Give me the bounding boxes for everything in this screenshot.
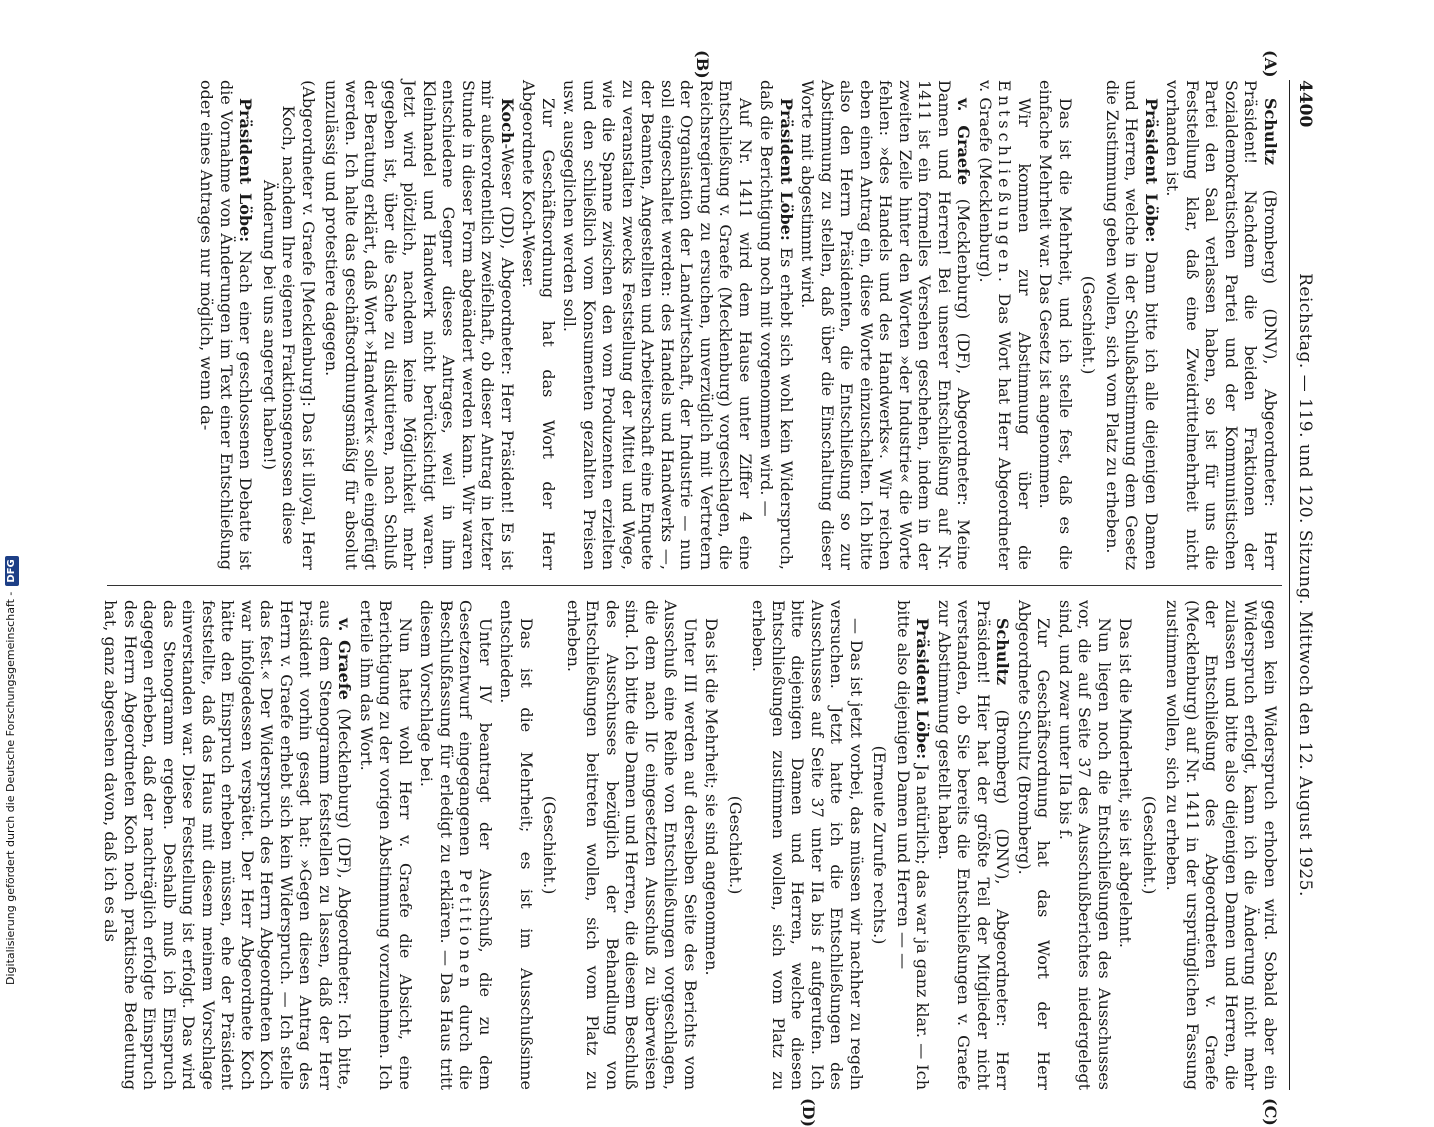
paragraph	[101, 600, 355, 1090]
speaker-name: Präsident Löbe:	[913, 618, 933, 760]
paragraph: Zur Geschäftsordnung hat das Wort der Herr Abgeordnete Koch-Weser.	[519, 80, 558, 570]
spaced-term: Petitionen	[456, 869, 476, 992]
digitization-footer	[2, 0, 24, 1000]
paragraph: Nun liegen noch die Entschließungen des Ausschusses vor, die auf Seite 37 des Ausschußberichtes niedergelegt sind, und zwar unter IIa bis f.	[1056, 600, 1114, 1090]
paragraph: gegen kein Widerspruch erhoben wird. Sobald aber ein Widerspruch erfolgt, kann ich die Änderung nicht mehr zulassen und bitte also diejenigen Damen und Herren, die der Entschließung des Abgeordneten v. Graefe (Mecklenburg) auf Nr. 1411 in der ursprünglichen Fassung zustimmen wollen, sich zu erheben.	[1163, 600, 1280, 1090]
paragraph-text: Dann bitte ich alle diejenigen Damen und Herren, welche in der Schlußabstimmung dem Gesetz die Zustimmung geben wollen, sich vom Platz zu erheben.	[1103, 80, 1161, 570]
paragraph	[322, 80, 517, 570]
stage-note: (Erneute Zurufe rechts.)	[870, 745, 890, 945]
stage-note: (Geschieht.)	[1079, 275, 1099, 375]
speaker-name: v. Graefe	[954, 98, 974, 186]
stage-note: (Geschieht.)	[726, 795, 745, 895]
speaker-name: Präsident Löbe:	[1142, 98, 1161, 243]
paragraph: Das ist die Mehrheit; sie sind angenommen.	[702, 618, 722, 976]
margin-letter-b: (B)	[693, 50, 712, 79]
paragraph	[798, 80, 974, 570]
paragraph-text: (Bromberg) (DNV), Abgeordneter: Herr Präsident! Nachdem die beiden Fraktionen der Sozialdemokratischen Partei und der Kommunistischen Partei den Saal verlassen haben, so ist für uns die Feststellung klar, daß eine Zweidrittelmehrheit nicht vorhanden ist.	[1163, 80, 1280, 570]
stage-note: (Geschieht.)	[1140, 795, 1159, 895]
speaker-name: Koch	[498, 98, 517, 144]
paragraph-text: Das Wort hat Herr Abgeordneter v. Graefe (Mecklenburg).	[976, 80, 1015, 570]
paragraph: Das ist die Mehrheit; es ist im Ausschußsinne entschieden.	[497, 600, 536, 1090]
paragraph-text: (Bromberg) (DNV), Abgeordneter: Herr Präsident! Hier hat der größte Teil der Mitglieder nicht verstanden, ob Sie bereits die Entschließungen v. Graefe zur Abstimmung gestellt haben.	[935, 600, 1013, 1090]
speaker-name: Schultz	[1261, 98, 1280, 166]
paragraph	[935, 600, 1013, 1090]
stage-note: (Abgeordneter v. Graefe [Mecklenburg]: Das ist illoyal, Herr Koch, nachdem Ihre eigenen Fraktionsgenossen diese Änderung bei uns angeregt haben!)	[260, 80, 318, 570]
stage-note: (Geschieht.)	[540, 795, 560, 895]
paragraph-text: (Mecklenburg) (DF), Abgeordneter: Meine Damen und Herren! Bei unserer Entschließung auf Nr. 1411 ist ein formelles Versehen geschehen, indem in der zweiten Zeile hinter den Worten »der Industrie« die Worte fehlen: »des Handels und des Handwerks«. Wir reichen eben einen Antrag ein, diese Worte einzuschalten. Ich bitte also den Herrn Präsidenten, die Entschließung so zur Abstimmung zu stellen, daß über die Einschaltung dieser Worte mit abgestimmt wird.	[798, 80, 974, 570]
page-number: 4400	[1295, 80, 1315, 128]
paragraph: Zur Geschäftsordnung hat das Wort der Herr Abgeordnete Schultz (Bromberg).	[1015, 600, 1054, 1090]
dfg-logo: DFG	[5, 556, 19, 585]
paragraph	[197, 80, 256, 570]
rotated-page	[100, 50, 1316, 1127]
paragraph-text: Ja natürlich; das war ja ganz klar. — Ich bitte also diejenigen Damen und Herren — —	[894, 600, 933, 1090]
paragraph-text: Unter IV beantragt der Ausschuß, die zu dem Gesetzentwurf eingegangenen	[456, 600, 495, 1090]
paragraph	[1103, 80, 1162, 570]
page-header	[1289, 80, 1316, 1090]
paragraph	[1036, 80, 1075, 570]
left-column	[110, 80, 1280, 570]
paragraph	[757, 80, 796, 570]
paragraph	[894, 600, 933, 1090]
paragraph	[976, 80, 1035, 570]
paragraph-text: Es erhebt sich wohl kein Widerspruch, daß die Berichtigung noch mit vorgenommen wird. —	[757, 80, 796, 570]
speaker-name: Präsident Löbe:	[236, 98, 256, 243]
paragraph: Das ist die Minderheit, sie ist abgelehnt.	[1116, 618, 1136, 949]
paragraph	[417, 600, 495, 1090]
right-column	[101, 600, 1280, 1091]
paragraph-text: -Weser (DD), Abgeordneter: Herr Präsident! Es ist mir außerordentlich zweifelhaft, ob dieser Antrag in letzter Stunde in dieser Form abgeändert werden kann. Wir waren entschiedene Gegner dieses Antrages, weil in ihm Kleinhandel und Handwerk nicht berücksichtigt waren. Jetzt wird plötzlich, nachdem keine Möglichkeit mehr gegeben ist, über die Sache zu diskutieren, nach Schluß der Beratung erklärt, daß Wort »Handwerk« solle eingefügt werden. Ich halte das geschäftsordnungsmäßig für absolut unzulässig und protestiere dagegen.	[322, 80, 517, 570]
paragraph-text: (Mecklenburg) (DF), Abgeordneter: Ich bitte, aus dem Stenogramm feststellen zu lassen, daß der Herr Präsident vorhin gesagt hat: »Gegen diesen Antrag des Herrn v. Graefe erhebt sich kein Widerspruch. — Ich stelle das fest.« Der Widerspruch des Herrn Abgeordneten Koch war infolgedessen verspätet. Der Herr Abgeordnete Koch hätte den Einspruch erheben müssen, ehe der Präsident feststellte, daß das Haus mit diesem meinem Vorschlage einverstanden war. Diese Feststellung ist erfolgt. Das wird das Stenogramm ergeben. Deshalb muß ich Einspruch dagegen erheben, daß der nachträglich erfolgte Einspruch des Herrn Abgeordneten Koch noch praktische Bedeutung hat, ganz abgesehen davon, daß ich es als	[101, 600, 355, 1090]
paragraph-text: Nach einer geschlossenen Debatte ist die Vornahme von Änderungen im Text einer Entschließung oder eines Antrages nur möglich, wenn da-	[197, 80, 256, 570]
paragraph: — Das ist jetzt vorbei, das müssen wir nachher zu regeln versuchen. Jetzt hatte ich die Entschließungen des Ausschusses auf Seite 37 unter IIa bis f aufgerufen. Ich bitte diejenigen Damen und Herren, welche diesen Entschließungen zustimmen wollen, sich vom Platz zu erheben.	[749, 600, 866, 1090]
running-title: Reichstag. — 119. und 120. Sitzung. Mittwoch den 12. August 1925.	[1295, 273, 1315, 897]
paragraph	[1163, 80, 1280, 570]
speaker-name: v. Graefe	[335, 618, 355, 700]
paragraph: Auf Nr. 1411 wird dem Hause unter Ziffer 4 eine Entschließung v. Graefe (Mecklenburg) vorgeschlagen, die Reichsregierung zu ersuchen, unverzüglich mit Vertretern der Organisation der Landwirtschaft, der Industrie — nun soll eingeschaltet werden: des Handels und Handwerks —, der Beamten, Angestellten und Arbeiterschaft eine Enquete zu veranstalten zwecks Feststellung der Mittel und Wege, wie die Spanne zwischen den vom Produzenten erzielten und den schließlich vom Konsumenten gezahlten Preisen usw. ausgeglichen werden soll.	[560, 80, 755, 570]
speaker-name: Präsident Löbe:	[777, 98, 796, 241]
margin-letter-a: (A)	[1261, 50, 1280, 78]
speaker-name: Schultz	[993, 618, 1013, 686]
paragraph-text: Das ist die Mehrheit, und ich stelle fest, daß es die einfache Mehrheit war. Das Gesetz ist angenommen.	[1036, 80, 1075, 570]
paragraph-text: Wir kommen zur Abstimmung über die	[1015, 98, 1034, 570]
spaced-term: Entschließungen.	[995, 80, 1015, 286]
column-divider	[107, 585, 1282, 586]
margin-letter-c: (C)	[1261, 1098, 1280, 1126]
footer-credit: Digitalisierung gefördert durch die Deutsche Forschungsgemeinschaft -	[4, 591, 17, 985]
paragraph-text: durch die Beschlußfassung für erledigt zu erklären. — Das Haus tritt diesem Vorschlage bei.	[417, 600, 476, 1091]
paragraph: Nun hatte wohl Herr v. Graefe die Absicht, eine Berichtigung zu der vorigen Abstimmung vorzunehmen. Ich erteile ihm das Wort.	[357, 600, 415, 1090]
paragraph: Unter III werden auf derselben Seite des Berichts vom Ausschuß eine Reihe von Entschließungen vorgeschlagen, die dem nach IIc eingesetzten Ausschuß zu überweisen sind. Ich bitte die Damen und Herren, die diesem Beschluß des Ausschusses bezüglich der Behandlung von Entschließungen beitreten wollen, sich vom Platz zu erheben.	[564, 600, 700, 1090]
margin-letter-d: (D)	[799, 1098, 818, 1127]
